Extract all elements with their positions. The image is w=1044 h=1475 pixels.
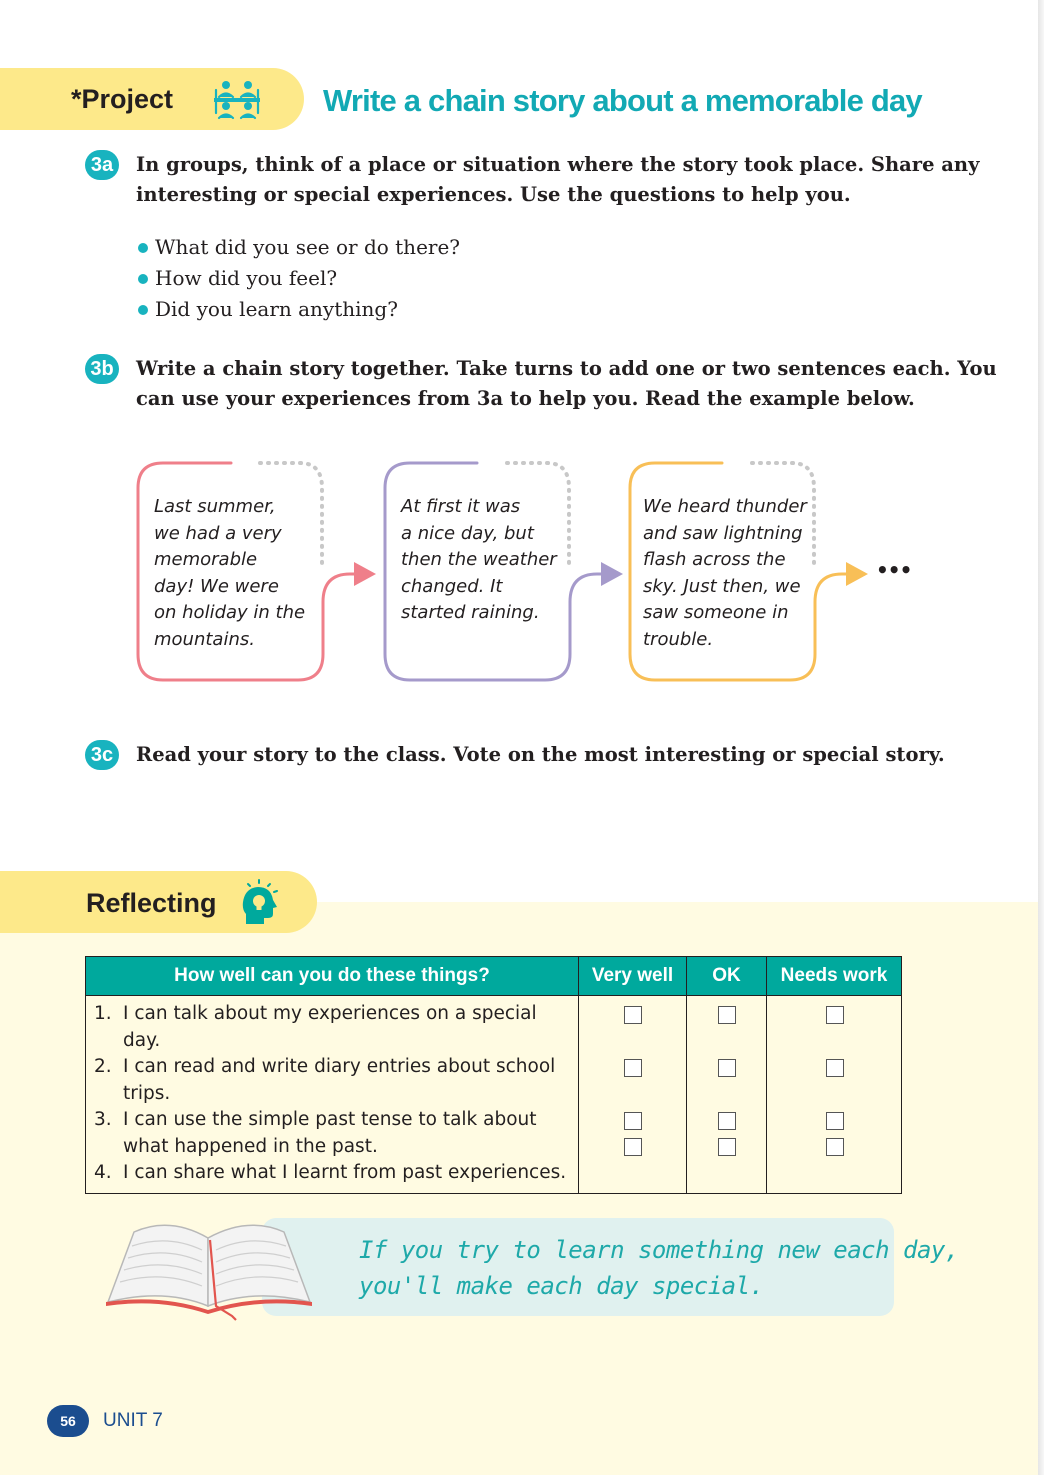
statement-list [86, 996, 578, 1193]
group-work-icon [210, 79, 266, 121]
story-line: and saw lightning [643, 522, 803, 544]
story-line: we had a very [154, 522, 282, 544]
story-line: changed. It [401, 575, 503, 597]
checkbox-very-well-3[interactable] [624, 1112, 642, 1130]
reflecting-label: Reflecting [86, 888, 217, 918]
bullet-icon [138, 305, 148, 315]
statement-item [94, 1054, 578, 1107]
question-item [138, 294, 460, 325]
story-line: mountains. [154, 628, 255, 650]
checkbox-ok-1[interactable] [718, 1006, 736, 1024]
question-text: Did you learn anything? [155, 297, 398, 321]
checkbox-column [579, 996, 686, 1166]
task-3a-instruction [136, 150, 979, 210]
unit-label: UNIT 7 [103, 1410, 163, 1431]
table-header: OK [687, 957, 767, 996]
task-badge-3c: 3c [85, 740, 119, 770]
question-item [138, 263, 460, 294]
statement-text: I can talk about my experiences on a special day. [123, 1003, 537, 1051]
story-line: then the weather [401, 549, 557, 570]
chain-continue-ellipsis: ••• [876, 558, 912, 582]
checkbox-very-well-4[interactable] [624, 1138, 642, 1156]
checkbox-column [767, 996, 901, 1166]
project-label: *Project [71, 84, 174, 114]
table-header: Very well [579, 957, 687, 996]
instruction-line: interesting or special experiences. Use the questions to help you. [136, 183, 851, 206]
statement-text: I can use the simple past tense to talk about what happened in the past. [123, 1109, 537, 1157]
table-header: Needs work [767, 957, 902, 996]
lightbulb-head-icon [240, 878, 282, 926]
checkbox-needs-work-3[interactable] [826, 1112, 844, 1130]
story-text-2 [401, 494, 557, 627]
statement-text: I can share what I learnt from past experiences. [123, 1162, 567, 1183]
statement-text: I can read and write diary entries about school trips. [123, 1056, 556, 1104]
checkbox-ok-2[interactable] [718, 1059, 736, 1077]
motivational-quote [359, 1232, 959, 1304]
story-line: We heard thunder [643, 496, 807, 517]
task-3b-instruction [136, 354, 997, 414]
story-line: on holiday in the [154, 602, 306, 623]
checkbox-very-well-2[interactable] [624, 1059, 642, 1077]
checkbox-needs-work-4[interactable] [826, 1138, 844, 1156]
table-header: How well can you do these things? [86, 957, 579, 996]
needs-work-column [767, 996, 902, 1194]
page-edge-shadow [1038, 0, 1044, 1475]
quote-line: If you try to learn something new each day, [359, 1236, 959, 1264]
story-line: trouble. [643, 628, 714, 650]
story-line: memorable [154, 549, 258, 570]
project-title: Write a chain story about a memorable day [323, 83, 922, 118]
self-assessment-table [85, 956, 902, 1194]
statement-item [94, 1107, 578, 1160]
checkbox-ok-4[interactable] [718, 1138, 736, 1156]
task-3c-instruction: Read your story to the class. Vote on the most interesting or special story. [136, 743, 945, 766]
checkbox-column [687, 996, 766, 1166]
quote-line: you'll make each day special. [359, 1272, 764, 1300]
bullet-icon [138, 243, 148, 253]
statements-cell [86, 996, 579, 1194]
story-line: started raining. [401, 602, 540, 623]
statement-number: 3. [94, 1109, 112, 1130]
instruction-line: In groups, think of a place or situation where the story took place. Share any [136, 153, 980, 176]
task-badge-3b: 3b [85, 354, 119, 384]
question-text: What did you see or do there? [155, 235, 461, 259]
story-text-1 [154, 494, 305, 653]
checkbox-needs-work-1[interactable] [826, 1006, 844, 1024]
task-badge-3a: 3a [85, 150, 119, 180]
story-line: saw someone in [643, 602, 789, 623]
page-number: 56 [47, 1405, 89, 1437]
story-line: a nice day, but [401, 522, 534, 544]
checkbox-needs-work-2[interactable] [826, 1059, 844, 1077]
instruction-line: Write a chain story together. Take turns to add one or two sentences each. You [136, 357, 997, 380]
statement-item [94, 1001, 578, 1054]
checkbox-ok-3[interactable] [718, 1112, 736, 1130]
statement-item [94, 1160, 578, 1187]
statement-number: 2. [94, 1056, 112, 1077]
story-line: sky. Just then, we [643, 575, 801, 597]
ok-column [687, 996, 767, 1194]
story-line: Last summer, [154, 496, 276, 517]
story-line: day! We were [154, 575, 279, 597]
statement-number: 4. [94, 1162, 112, 1183]
bullet-icon [138, 274, 148, 284]
question-list [138, 232, 460, 325]
question-item [138, 232, 460, 263]
story-text-3 [643, 494, 807, 653]
open-book-icon [104, 1214, 314, 1324]
story-line: flash across the [643, 549, 786, 570]
question-text: How did you feel? [155, 266, 338, 290]
very-well-column [579, 996, 687, 1194]
checkbox-very-well-1[interactable] [624, 1006, 642, 1024]
instruction-line: can use your experiences from 3a to help you. Read the example below. [136, 387, 915, 410]
story-line: At first it was [401, 496, 521, 517]
statement-number: 1. [94, 1003, 112, 1024]
